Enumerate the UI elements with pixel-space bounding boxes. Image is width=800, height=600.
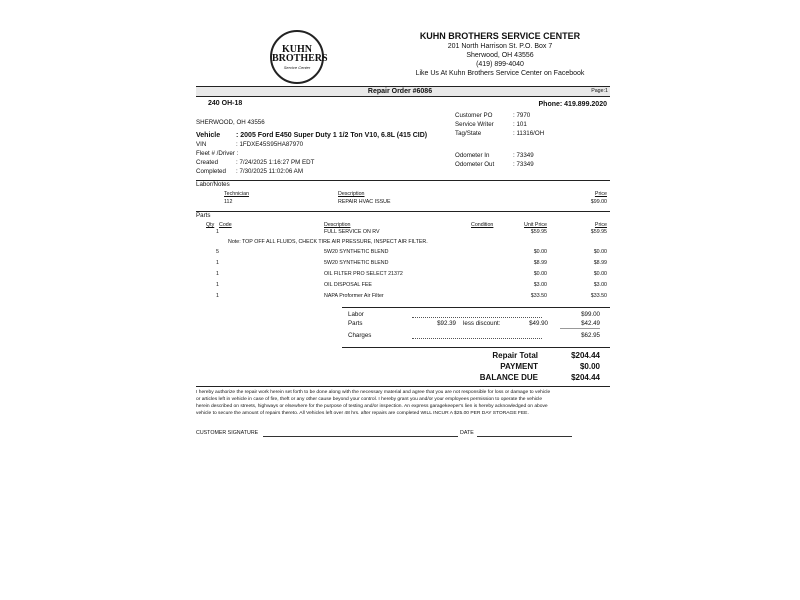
odometer-info	[455, 152, 575, 170]
table-row: 1 NAPA Proformer Air Filter $33.50 $33.50	[216, 293, 607, 299]
labor-desc: REPAIR HVAC ISSUE	[338, 199, 391, 205]
table-row: 1 FULL SERVICE ON RV $59.95 $59.95	[216, 229, 607, 235]
tag-state: Tag/State : 11316/OH	[455, 130, 545, 137]
table-row: 1 OIL DISPOSAL FEE $3.00 $3.00	[216, 282, 607, 288]
balance-due-label: BALANCE DUE	[479, 373, 538, 382]
summary-parts-gross: $92.39	[437, 320, 456, 327]
summary-parts: $42.49	[581, 320, 600, 327]
company-header	[390, 31, 610, 78]
col-technician: Technician	[224, 191, 250, 197]
summary-parts-label: Parts	[348, 320, 363, 327]
date-label: DATE	[460, 430, 474, 436]
summary-charges-label: Charges	[348, 332, 372, 339]
customer-address: 240 OH-18	[208, 100, 243, 107]
fleet-row: Fleet # /Driver :	[196, 150, 239, 157]
page-number: Page:1	[591, 88, 608, 94]
repair-total-label: Repair Total	[492, 351, 538, 360]
odometer-in: Odometer In : 73349	[455, 152, 534, 159]
authorization-text: I hereby authorize the repair work herein set forth to be done along with the necessary material and agree that you are not responsible for loss or damage to vehicle or articles left in vehicle in case of fire, theft or any other cause beyond your control. I hereby grant you and/or your employees permission to operate the vehicle herein described on streets, highways or elsewhere for the purpose of testing and/or inspection. An express garagekeeper's lien is hereby acknowledged on above vehicle to secure the amount of repairs thereto. All Vehicles left over 48 hrs. after repairs are completed WILL INCUR A $25.00 PER DAY STORAGE FEE.	[196, 390, 551, 416]
table-row: 1 5W20 SYNTHETIC BLEND $8.99 $8.99	[216, 260, 607, 266]
parts-note: Note: TOP OFF ALL FLUIDS, CHECK TIRE AIR PRESSURE, INSPECT AIR FILTER.	[228, 239, 428, 245]
col-qty: Qty	[206, 222, 215, 228]
company-logo	[270, 30, 328, 84]
summary-discount: $49.90	[529, 320, 548, 327]
customer-phone: Phone: 419.899.2020	[538, 101, 607, 108]
signature-line	[263, 436, 458, 437]
created-row: Created : 7/24/2025 1:16:27 PM EDT	[196, 159, 315, 166]
vin-row: VIN : 1FDXE45S95HA87970	[196, 141, 304, 148]
facebook-note: Like Us At Kuhn Brothers Service Center on Facebook	[415, 70, 585, 77]
company-address-1: 201 North Harrison St. P.O. Box 7	[447, 43, 553, 50]
company-address-2: Sherwood, OH 43556	[466, 52, 534, 59]
labor-tech: 112	[224, 199, 233, 205]
table-row: 1 OIL FILTER PRO SELECT 21372 $0.00 $0.00	[216, 271, 607, 277]
table-row: 5 5W20 SYNTHETIC BLEND $0.00 $0.00	[216, 249, 607, 255]
col-price: Price	[594, 191, 607, 197]
customer-city: SHERWOOD, OH 43556	[196, 119, 265, 126]
labor-price: $99.00	[590, 199, 607, 205]
completed-row: Completed : 7/30/2025 11:02:06 AM	[196, 168, 303, 175]
col-condition: Condition	[471, 222, 494, 228]
odometer-out: Odometer Out : 73349	[455, 161, 534, 168]
summary-labor-label: Labor	[348, 311, 364, 318]
summary-discount-label: less discount:	[463, 320, 501, 327]
summary-charges: $62.95	[581, 332, 600, 339]
customer-signature-label: CUSTOMER SIGNATURE	[196, 430, 259, 436]
vehicle-row: Vehicle : 2005 Ford E450 Super Duty 1 1/2 Ton V10, 6.8L (415 CID)	[196, 132, 428, 139]
labor-section-label: Labor/Notes	[196, 181, 230, 188]
service-writer: Service Writer : 101	[455, 121, 527, 128]
repair-order-title: Repair Order #6086	[367, 88, 433, 95]
col-unit-price: Unit Price	[524, 222, 547, 228]
repair-total: $204.44	[571, 351, 600, 360]
parts-section-label: Parts	[196, 212, 211, 219]
company-phone: (419) 899-4040	[476, 61, 524, 68]
summary-labor: $99.00	[581, 311, 600, 318]
col-code: Code	[219, 222, 232, 228]
payment: $0.00	[579, 362, 600, 371]
logo-text: KUHN BROTHERS	[272, 44, 328, 64]
payment-label: PAYMENT	[500, 362, 538, 371]
col-description: Description	[338, 191, 365, 197]
col-part-description: Description	[324, 222, 351, 228]
logo-tagline: Service Center	[283, 65, 311, 70]
customer-po: Customer PO : 7970	[455, 112, 531, 119]
date-line	[477, 436, 572, 437]
balance-due: $204.44	[571, 373, 600, 382]
col-part-price: Price	[594, 222, 607, 228]
company-name: KUHN BROTHERS SERVICE CENTER	[419, 31, 581, 41]
vehicle-info	[196, 131, 496, 177]
